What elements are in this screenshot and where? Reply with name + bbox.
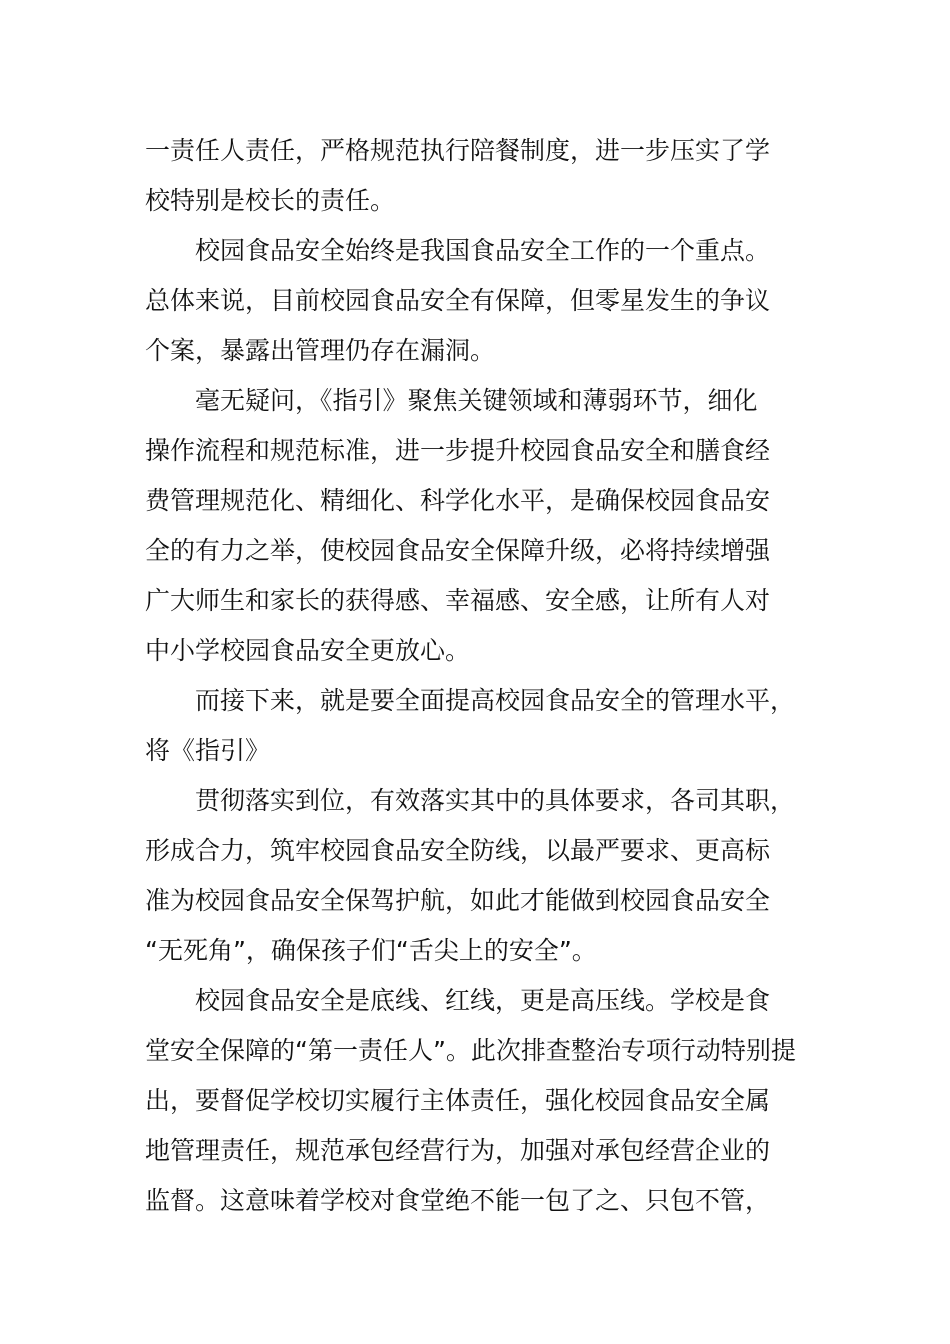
text-line: 监督。这意味着学校对食堂绝不能一包了之、只包不管，	[145, 1186, 771, 1215]
text-line: 全的有力之举，使校园食品安全保障升级，必将持续增强	[145, 536, 771, 565]
text-line: 校特别是校长的责任。	[145, 186, 396, 215]
text-line: 将《指引》	[145, 736, 271, 765]
text-line: 费管理规范化、精细化、科学化水平，是确保校园食品安	[145, 486, 771, 515]
text-line: 中小学校园食品安全更放心。	[145, 636, 471, 665]
text-line: 个案，暴露出管理仍存在漏洞。	[145, 336, 496, 365]
text-line: “无死角”，确保孩子们“舌尖上的安全”。	[145, 936, 597, 965]
text-line: 操作流程和规范标准，进一步提升校园食品安全和膳食经	[145, 436, 771, 465]
paragraph-start-line: 校园食品安全是底线、红线，更是高压线。学校是食	[195, 986, 771, 1015]
paragraph-start-line: 而接下来，就是要全面提高校园食品安全的管理水平，	[195, 686, 796, 715]
text-line: 准为校园食品安全保驾护航，如此才能做到校园食品安全	[145, 886, 771, 915]
text-line: 形成合力，筑牢校园食品安全防线，以最严要求、更高标	[145, 836, 771, 865]
paragraph-start-line: 毫无疑问，《指引》聚焦关键领域和薄弱环节，细化	[195, 386, 758, 415]
body-text	[145, 126, 835, 1226]
text-line: 堂安全保障的“第一责任人”。此次排查整治专项行动特别提	[145, 1036, 796, 1065]
text-line: 广大师生和家长的获得感、幸福感、安全感，让所有人对	[145, 586, 771, 615]
paragraph-start-line: 贯彻落实到位，有效落实其中的具体要求，各司其职，	[195, 786, 796, 815]
text-line: 总体来说，目前校园食品安全有保障，但零星发生的争议	[145, 286, 771, 315]
text-line: 出，要督促学校切实履行主体责任，强化校园食品安全属	[145, 1086, 771, 1115]
text-line: 一责任人责任，严格规范执行陪餐制度，进一步压实了学	[145, 136, 771, 165]
text-line: 地管理责任，规范承包经营行为，加强对承包经营企业的	[145, 1136, 771, 1165]
paragraph-start-line: 校园食品安全始终是我国食品安全工作的一个重点。	[195, 236, 771, 265]
